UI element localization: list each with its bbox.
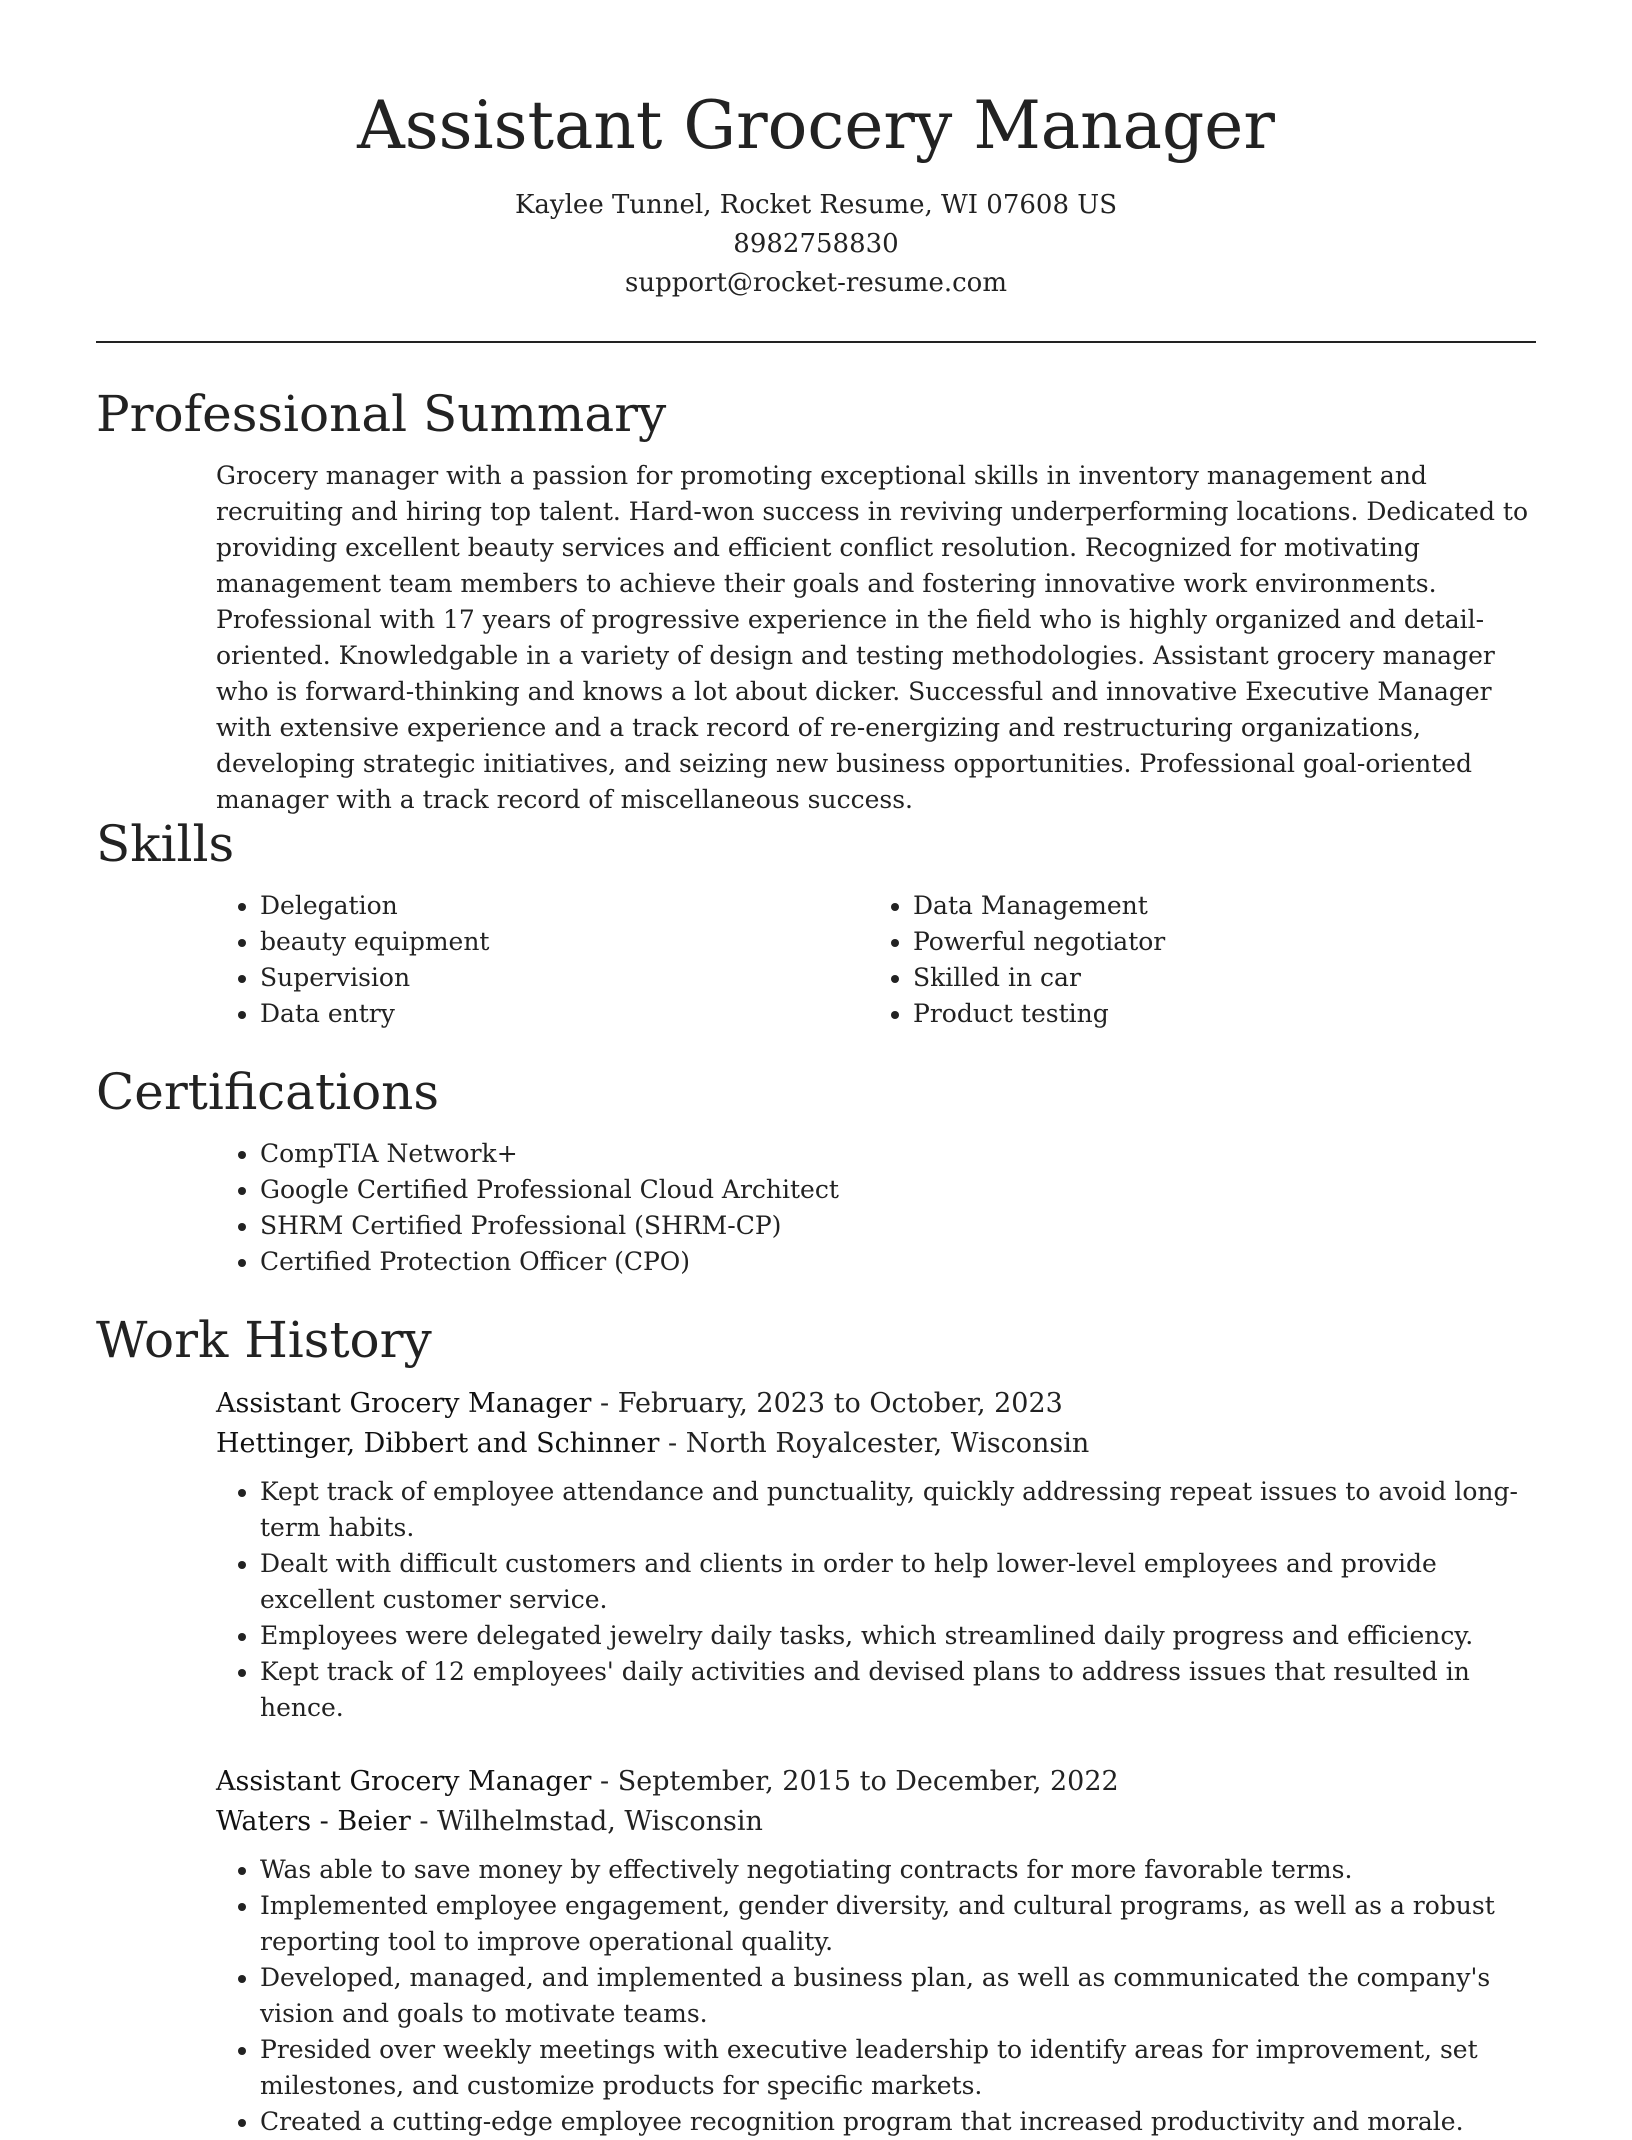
certifications-section [96,1062,1536,1280]
job-bullet: • Employees were delegated jewelry daily tasks, which streamlined daily progress and efficiency. [260,1618,1536,1654]
job-title-line [216,1762,1536,1802]
certifications-list [96,1136,1536,1280]
skills-section [96,814,1536,1032]
job-bullet: • Implemented employee engagement, gender diversity, and cultural programs, as well as a robust reporting tool to improve operational quality. [260,1888,1536,1960]
contact-email: support@rocket-resume.com [624,268,1007,298]
job-location: - Wilhelmstad, Wisconsin [410,1806,763,1837]
job-role: Assistant Grocery Manager [216,1388,592,1419]
job-bullet: • Was able to save money by effectively negotiating contracts for more favorable terms. [260,1852,1536,1888]
job-title-line [216,1384,1536,1424]
job-bullets [216,1474,1536,1726]
work-history-section [96,1310,1536,2140]
job-company-line [216,1424,1536,1464]
certification-item: • SHRM Certified Professional (SHRM-CP) [260,1208,1536,1244]
summary-heading: Professional Summary [96,385,667,443]
skill-item: • Skilled in car [913,960,1536,996]
skill-item: • Data Management [913,888,1536,924]
contact-block [0,186,1632,303]
job-company: Waters - Beier [216,1806,411,1837]
job-company-line [216,1802,1536,1842]
job-dates: - September, 2015 to December, 2022 [591,1766,1119,1797]
summary-section [96,384,1536,818]
resume-title: Assistant Grocery Manager [357,87,1275,164]
resume-header [0,0,1632,303]
skill-item: • Powerful negotiator [913,924,1536,960]
job-company: Hettinger, Dibbert and Schinner [216,1428,660,1459]
certifications-heading: Certifications [96,1063,440,1121]
skill-item: • beauty equipment [260,924,883,960]
certification-item: • CompTIA Network+ [260,1136,1536,1172]
summary-text: Grocery manager with a passion for promoting exceptional skills in inventory management and recruiting and hiring top talent. Hard-won success in reviving underperforming locations. Dedicated to providing excellent beauty services and efficient conflict resolution. Recognized for motivating management team members to achieve their goals and fostering innovative work environments. Professional with 17 years of progressive experience in the field who is highly organized and detail-oriented. Knowledgable in a variety of design and testing methodologies. Assistant grocery manager who is forward-thinking and knows a lot about dicker. Successful and innovative Executive Manager with extensive experience and a track record of re-energizing and restructuring organizations, developing strategic initiatives, and seizing new business opportunities. Professional goal-oriented manager with a track record of miscellaneous success. [216,461,1528,814]
job-entry [216,1762,1536,2140]
header-divider [96,341,1536,343]
job-dates: - February, 2023 to October, 2023 [591,1388,1063,1419]
job-bullet: • Presided over weekly meetings with executive leadership to identify areas for improvement, set milestones, and customize products for specific markets. [260,2032,1536,2104]
job-bullets [216,1852,1536,2140]
skill-item: • Delegation [260,888,883,924]
contact-address: Kaylee Tunnel, Rocket Resume, WI 07608 US [515,190,1117,220]
job-location: - North Royalcester, Wisconsin [659,1428,1090,1459]
job-bullet: • Dealt with difficult customers and clients in order to help lower-level employees and provide excellent customer service. [260,1546,1536,1618]
skill-item: • Supervision [260,960,883,996]
job-entry [216,1384,1536,1726]
job-role: Assistant Grocery Manager [216,1766,592,1797]
certification-item: • Google Certified Professional Cloud Architect [260,1172,1536,1208]
job-bullet: • Developed, managed, and implemented a business plan, as well as communicated the company's vision and goals to motivate teams. [260,1960,1536,2032]
contact-phone: 8982758830 [733,229,899,259]
job-bullet: • Created a cutting-edge employee recognition program that increased productivity and morale. [260,2104,1536,2140]
job-bullet: • Kept track of employee attendance and punctuality, quickly addressing repeat issues to avoid long-term habits. [260,1474,1536,1546]
skill-item: • Product testing [913,996,1536,1032]
skills-list-right [883,888,1536,1032]
job-bullet: • Kept track of 12 employees' daily activities and devised plans to address issues that resulted in hence. [260,1654,1536,1726]
skills-grid [96,888,1536,1032]
certification-item: • Certified Protection Officer (CPO) [260,1244,1536,1280]
skills-heading: Skills [96,815,235,873]
skill-item: • Data entry [260,996,883,1032]
work-history-heading: Work History [96,1311,432,1369]
skills-list-left [96,888,883,1032]
